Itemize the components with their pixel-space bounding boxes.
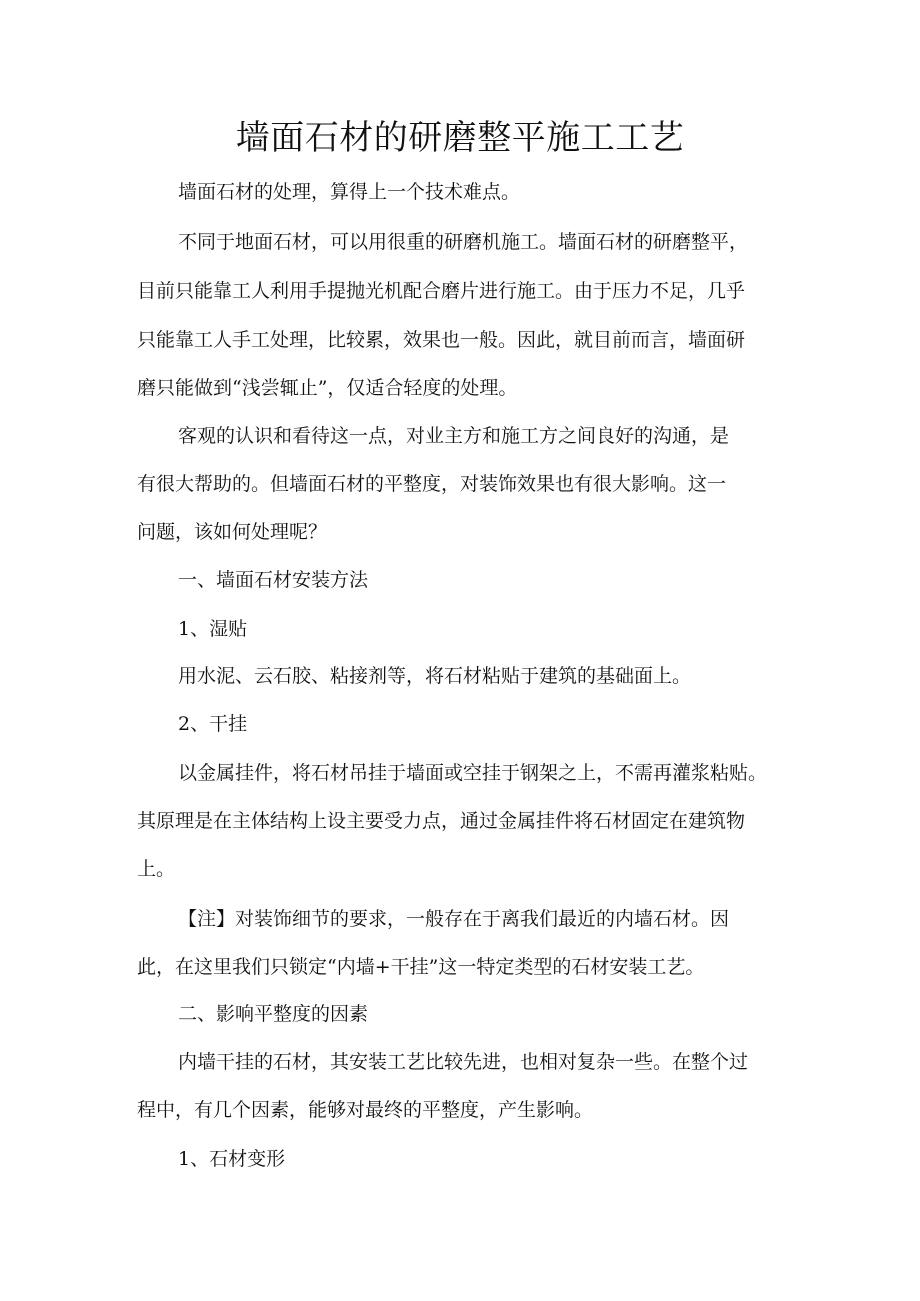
paragraph-line: 目前只能靠工人利用手提抛光机配合磨片进行施工。由于压力不足，几乎 bbox=[137, 280, 746, 302]
note-line: 此，在这里我们只锁定“内墙+干挂”这一特定类型的石材安装工艺。 bbox=[137, 956, 705, 978]
paragraph-line: 用水泥、云石胶、粘接剂等，将石材粘贴于建筑的基础面上。 bbox=[178, 665, 692, 687]
page-title: 墙面石材的研磨整平施工工艺 bbox=[235, 118, 685, 158]
subsection-heading: 1、湿贴 bbox=[178, 618, 248, 640]
paragraph-line: 磨只能做到“浅尝辄止”，仅适合轻度的处理。 bbox=[137, 377, 518, 399]
paragraph-line: 客观的认识和看待这一点，对业主方和施工方之间良好的沟通，是 bbox=[178, 425, 730, 447]
paragraph-line: 墙面石材的处理，算得上一个技术难点。 bbox=[178, 181, 521, 203]
subsection-heading: 1、石材变形 bbox=[178, 1148, 286, 1170]
section-heading: 一、墙面石材安装方法 bbox=[178, 569, 369, 591]
paragraph-line: 问题，该如何处理呢？ bbox=[137, 521, 328, 543]
subsection-heading: 2、干挂 bbox=[178, 713, 248, 735]
paragraph-line: 其原理是在主体结构上设主要受力点，通过金属挂件将石材固定在建筑物 bbox=[137, 810, 746, 832]
note-line: 【注】对装饰细节的要求，一般存在于离我们最近的内墙石材。因 bbox=[178, 908, 730, 930]
section-heading: 二、影响平整度的因素 bbox=[178, 1003, 369, 1025]
paragraph-line: 只能靠工人手工处理，比较累，效果也一般。因此，就目前而言，墙面研 bbox=[137, 329, 746, 351]
paragraph-line: 上。 bbox=[137, 858, 176, 880]
paragraph-line: 不同于地面石材，可以用很重的研磨机施工。墙面石材的研磨整平， bbox=[178, 231, 749, 253]
paragraph-line: 有很大帮助的。但墙面石材的平整度，对装饰效果也有很大影响。这一 bbox=[137, 473, 727, 495]
paragraph-line: 程中，有几个因素，能够对最终的平整度，产生影响。 bbox=[137, 1099, 594, 1121]
paragraph-line: 以金属挂件，将石材吊挂于墙面或空挂于钢架之上，不需再灌浆粘贴。 bbox=[178, 762, 768, 784]
paragraph-line: 内墙干挂的石材，其安装工艺比较先进，也相对复杂一些。在整个过 bbox=[178, 1051, 749, 1073]
